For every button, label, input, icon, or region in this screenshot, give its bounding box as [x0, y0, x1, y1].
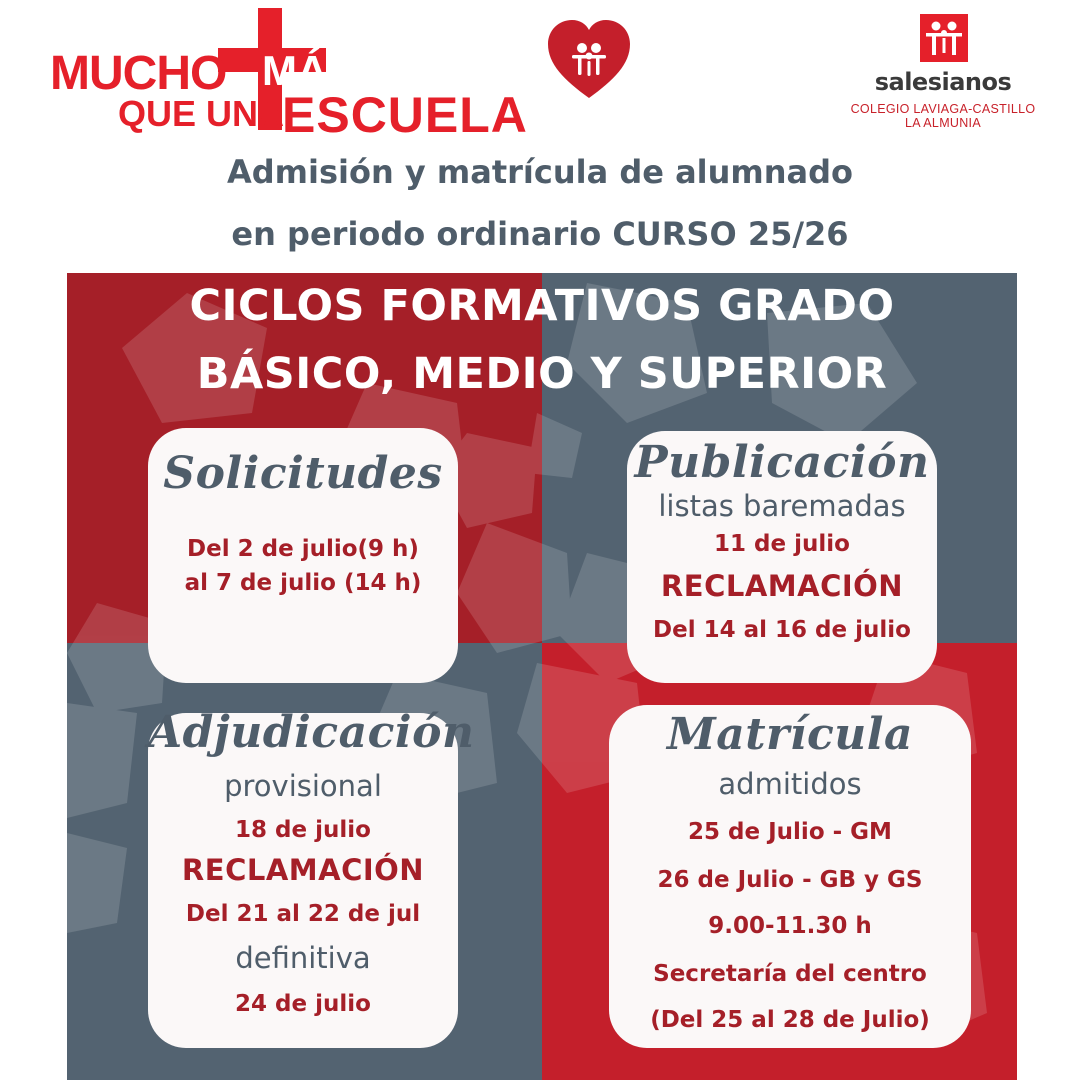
brand-mas: MÁS: [262, 47, 356, 94]
salesianos-logo: [848, 12, 1038, 132]
brand-mucho: MUCHO: [50, 47, 227, 100]
solicitudes-start-date: Del 2 de julio(9 h): [187, 536, 419, 562]
adjudicacion-card: [148, 707, 475, 1048]
salesianos-school-name: COLEGIO LAVIAGA-CASTILLO: [850, 102, 1036, 116]
salesianos-name: salesianos: [874, 68, 1012, 96]
page-title-line-2: en periodo ordinario CURSO 25/26: [231, 215, 849, 253]
matricula-card: [609, 705, 971, 1048]
adjudicacion-date: 18 de julio: [235, 817, 371, 843]
info-panel: [67, 273, 1017, 1080]
adjudicacion-subheading: provisional: [224, 769, 382, 803]
panel-title-line-2: BÁSICO, MEDIO Y SUPERIOR: [196, 349, 888, 399]
matricula-heading: Matrícula: [667, 709, 913, 760]
adjudicacion-heading: Adjudicación: [148, 707, 475, 758]
matricula-gm-date: 25 de Julio - GM: [688, 819, 892, 845]
brand-que-una: QUE UNA: [118, 93, 285, 134]
solicitudes-end-date: al 7 de julio (14 h): [184, 570, 422, 596]
brand-escuela: ESCUELA: [282, 87, 528, 143]
salesianos-figures-icon: [920, 14, 968, 62]
matricula-location: Secretaría del centro: [653, 961, 927, 987]
panel-title-line-1: CICLOS FORMATIVOS GRADO: [189, 281, 895, 331]
matricula-hours: 9.00-11.30 h: [708, 913, 872, 939]
adjudicacion-definitiva-date: 24 de julio: [235, 991, 371, 1017]
page-title-line-1: Admisión y matrícula de alumnado: [226, 153, 854, 191]
publicacion-heading: Publicación: [634, 437, 930, 488]
publicacion-card: [627, 431, 937, 683]
publicacion-date: 11 de julio: [714, 531, 850, 557]
publicacion-reclamacion-dates: Del 14 al 16 de julio: [653, 617, 911, 643]
solicitudes-heading: Solicitudes: [163, 448, 443, 499]
matricula-subheading: admitidos: [718, 767, 862, 801]
mucho-mas-que-una-escuela-logo: [50, 8, 540, 143]
adjudicacion-reclamacion-label: RECLAMACIÓN: [181, 853, 425, 887]
adjudicacion-definitiva-label: definitiva: [235, 941, 371, 975]
adjudicacion-reclamacion-dates: Del 21 al 22 de jul: [185, 901, 421, 927]
matricula-gb-gs-date: 26 de Julio - GB y GS: [657, 867, 923, 893]
solicitudes-card: [148, 428, 458, 683]
publicacion-reclamacion-label: RECLAMACIÓN: [660, 569, 904, 603]
salesianos-town: LA ALMUNIA: [905, 116, 981, 130]
heart-logo-icon: [546, 18, 632, 102]
matricula-period: (Del 25 al 28 de Julio): [650, 1007, 930, 1033]
publicacion-subheading: listas baremadas: [658, 489, 906, 523]
